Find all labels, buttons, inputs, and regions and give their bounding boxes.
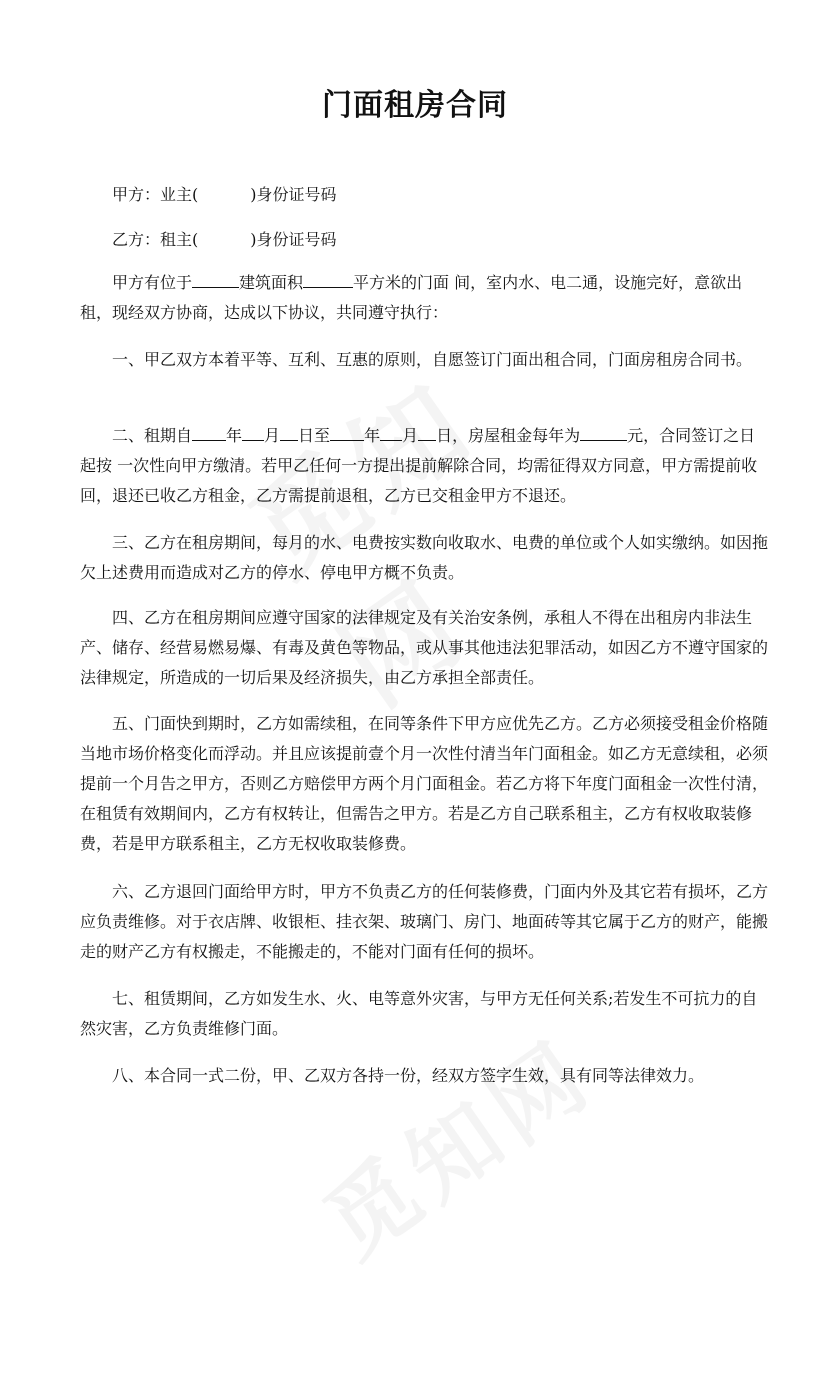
party-a-suffix: )身份证号码: [250, 185, 337, 204]
party-b-line: [80, 225, 768, 255]
document-title: 门面租房合同: [322, 88, 508, 123]
start-year-blank: [192, 421, 226, 441]
area-blank: [303, 268, 353, 288]
clause2-text-2: 年: [226, 426, 243, 445]
clause-4: 四、乙方在租房期间应遵守国家的法律规定及有关治安条例，承租人不得在出租房内非法生产、储存、经营易燃易爆、有毒及黄色等物品，或从事其他违法犯罪活动，如因乙方不遵守国家的法律规定，所造成的一切后果及经济损失，由乙方承担全部责任。: [80, 608, 769, 687]
start-month-blank: [242, 421, 264, 441]
clause2-text-1: 二、租期自: [112, 426, 193, 445]
start-day-blank: [280, 421, 298, 441]
end-year-blank: [330, 421, 364, 441]
intro-text-2: 建筑面积: [239, 273, 304, 292]
clause2-text-7: 日，房屋租金每年为: [436, 426, 581, 445]
end-day-blank: [418, 421, 436, 441]
location-blank: [192, 268, 239, 288]
clause2-text-8: 元，合同签订之日起按 一次性向甲方缴清。若甲乙任何一方提出提前解除合同，均需征得双方同意，甲方需提前收回，退还已收乙方租金，乙方需提前退租，乙方已交租金甲方不退还。: [80, 426, 758, 505]
intro-text-3: 平方米的门面 间，室内水、电二通，设施完好，意欲出租，现经双方协商，达成以下协议，共同遵守执行：: [80, 273, 743, 322]
party-a-line: [80, 180, 768, 210]
clause-1: 一、甲乙双方本着平等、互利、互惠的原则，自愿签订门面出租合同，门面房租房合同书。: [112, 350, 753, 369]
clause-6: 六、乙方退回门面给甲方时，甲方不负责乙方的任何装修费，门面内外及其它若有损坏，乙方应负责维修。对于衣店牌、收银柜、挂衣架、玻璃门、房门、地面砖等其它属于乙方的财产，能搬走的财产乙方有权搬走，不能搬走的，不能对门面有任何的损坏。: [80, 882, 769, 961]
clause2-text-4: 日至: [298, 426, 331, 445]
end-month-blank: [380, 421, 402, 441]
clause2-text-5: 年: [364, 426, 381, 445]
clause-7: 七、租赁期间，乙方如发生水、火、电等意外灾害，与甲方无任何关系;若发生不可抗力的自然灾害，乙方负责维修门面。: [80, 989, 758, 1038]
clause-8: 八、本合同一式二份，甲、乙双方各持一份，经双方签字生效，具有同等法律效力。: [112, 1066, 705, 1085]
intro-text-1: 甲方有位于: [112, 273, 193, 292]
intro-paragraph: [80, 268, 768, 328]
rent-amount-blank: [580, 421, 627, 441]
clause-5: 五、门面快到期时，乙方如需续租，在同等条件下甲方应优先乙方。乙方必须接受租金价格随当地市场价格变化而浮动。并且应该提前壹个月一次性付清当年门面租金。如乙方无意续租，必须提前一个月告之甲方，否则乙方赔偿甲方两个月门面租金。若乙方将下年度门面租金一次性付清，在租赁有效期间内，乙方有权转让，但需告之甲方。若是乙方自己联系租主，乙方有权收取装修费，若是甲方联系租主，乙方无权收取装修费。: [80, 714, 769, 853]
clause2-text-3: 月: [264, 426, 281, 445]
party-a-prefix: 甲方：业主(: [112, 185, 199, 204]
watermark-bottom: [294, 992, 705, 1388]
party-b-prefix: 乙方：租主(: [112, 230, 199, 249]
clause-2: [80, 421, 768, 511]
clause-3: 三、乙方在租房期间，每月的水、电费按实数向收取水、电费的单位或个人如实缴纳。如因拖欠上述费用而造成对乙方的停水、停电甲方概不负责。: [80, 533, 769, 582]
clause2-text-6: 月: [402, 426, 419, 445]
party-b-suffix: )身份证号码: [250, 230, 337, 249]
